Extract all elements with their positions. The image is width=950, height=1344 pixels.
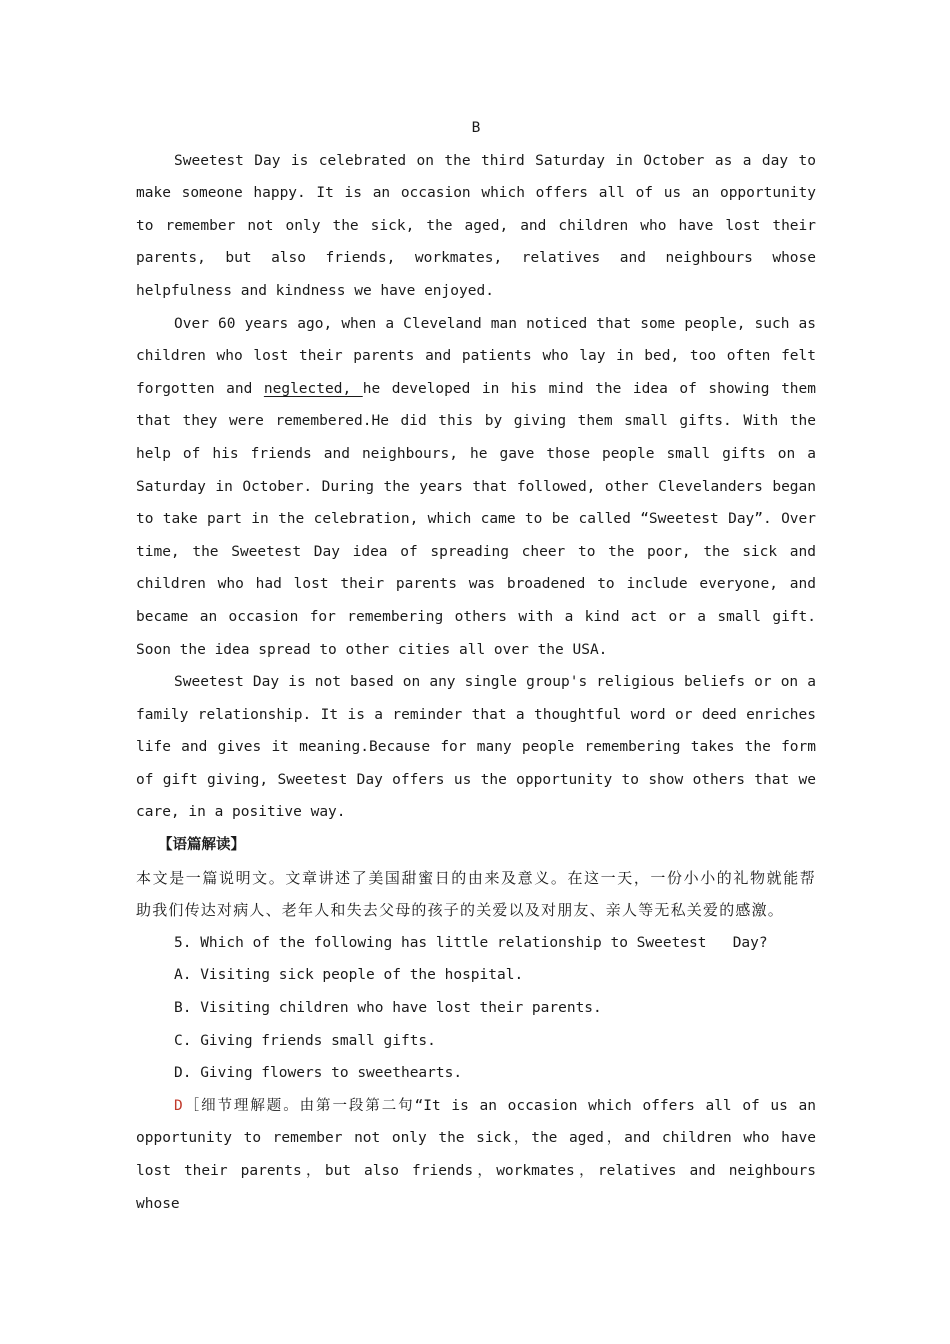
option-b: B. Visiting children who have lost their parents. [174,1000,602,1017]
passage-paragraph-1: Sweetest Day is celebrated on the third Saturday in October as a day to make someone happy. It is an occasion which offers all of us an opportunity to remember not only the sick, the aged, and children who have lost their parents, but also friends, workmates, relatives and neighbours whose helpfulness and kindness we have enjoyed. [136,152,816,299]
p2-text-before: Over 60 years ago, when a Cleveland man noticed that some people, such as children who lost their parents and patients who lay in bed, too often felt forgotten and [136,315,816,397]
answer-letter: D [174,1097,183,1114]
option-c: C. Giving friends small gifts. [174,1032,436,1049]
section-heading: B [471,120,481,136]
passage-paragraph-2 [136,308,816,667]
answer-explanation [136,1090,816,1220]
underlined-word-neglected: neglected, [263,380,363,397]
analysis-text: 本文是一篇说明文。文章讲述了美国甜蜜日的由来及意义。在这一天，一份小小的礼物就能帮助我们传达对病人、老年人和失去父母的孩子的关爱以及对朋友、亲人等无私关爱的感激。 [136,868,816,920]
question-stem: 5. Which of the following has little relationship to Sweetest Day? [174,934,768,951]
option-d: D. Giving flowers to sweethearts. [174,1065,463,1082]
option-a: A. Visiting sick people of the hospital. [174,967,524,984]
answer-text: ［细节理解题。由第一段第二句“It is an occasion which offers all of us an opportunity to remember not only the sick，the aged，and children who have lost their parents，but also friends，workmates，relatives and neighbours whose [136,1097,816,1212]
document-page [136,112,816,1220]
passage-paragraph-3: Sweetest Day is not based on any single group's religious beliefs or on a family relationship. It is a reminder that a thoughtful word or deed enriches life and gives it meaning.Because for many people remembering takes the form of gift giving, Sweetest Day offers us the opportunity to show others that we care, in a positive way. [136,674,816,821]
analysis-label: 【语篇解读】 [158,837,245,854]
p2-text-after: he developed in his mind the idea of showing them that they were remembered.He did this by giving them small gifts. With the help of his friends and neighbours, he gave those people small gifts on a Saturday in October. During the years that followed, other Clevelanders began to take part in the celebration, which came to be called “Sweetest Day”. Over time, the Sweetest Day idea of spreading cheer to the poor, the sick and children who had lost their parents was broadened to include everyone, and became an occasion for remembering others with a kind act or a small gift. Soon the idea spread to other cities all over the USA. [136,380,816,658]
